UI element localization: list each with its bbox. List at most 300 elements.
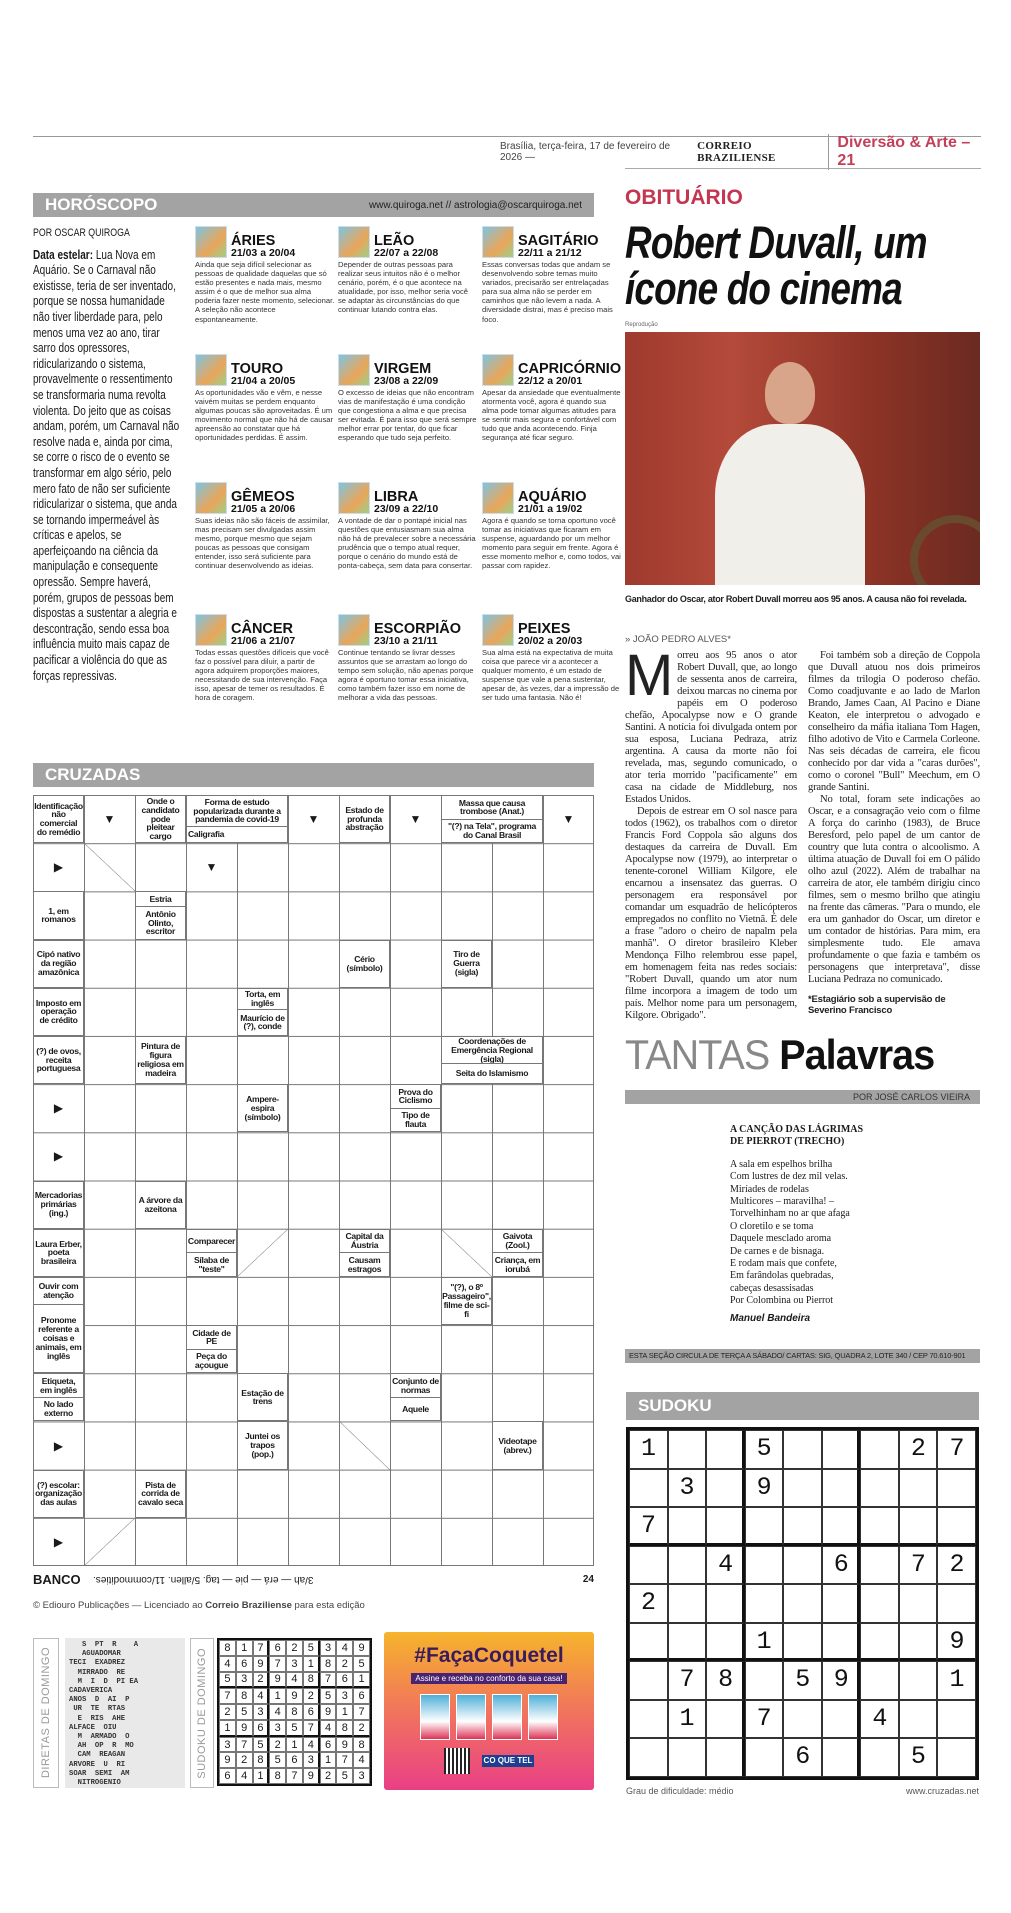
clue-cell (135, 1470, 186, 1518)
clue: Seita do Islamismo (442, 1063, 542, 1083)
clue: Cério (símbolo) (346, 953, 383, 973)
solution-cell: 4 (353, 1752, 370, 1768)
sign-name: PEIXES (518, 620, 571, 637)
solution-cell: 1 (269, 1688, 286, 1704)
solution-cell: 5 (303, 1640, 320, 1656)
clue: Cidade de PE (192, 1327, 231, 1347)
clue-cell (237, 988, 288, 1036)
solution-cell: 3 (236, 1672, 253, 1689)
sign-name: AQUÁRIO (518, 488, 587, 505)
solution-cell: 1 (303, 1656, 320, 1672)
solution-cell: 4 (286, 1672, 303, 1689)
author-note: *Estagiário sob a supervisão de Severino Francisco (808, 994, 946, 1016)
solution-cell: 7 (336, 1752, 353, 1768)
clue: Tiro de Guerra (sigla) (453, 949, 480, 978)
solution-cell: 2 (286, 1640, 303, 1656)
sudoku-row: 6 5 (641, 1742, 989, 1772)
solution-cell: 8 (303, 1672, 320, 1689)
clue-cell (33, 940, 84, 988)
clue-cell (339, 940, 390, 988)
clue: Conjunto de normas (392, 1375, 439, 1395)
clue-cell (33, 795, 84, 843)
solution-cell: 8 (236, 1688, 253, 1704)
sudoku-site: www.cruzadas.net (905, 1786, 979, 1796)
solution-cell: 3 (269, 1720, 286, 1737)
solution-cell: 9 (303, 1768, 320, 1784)
clue: (?) escolar: organização das aulas (35, 1479, 82, 1508)
arrow-right-icon: ▶ (53, 1149, 64, 1164)
solution-cell: 4 (236, 1768, 253, 1784)
poem-line: A sala em espelhos brilha (730, 1158, 833, 1170)
sudoku-solution-label-box (190, 1638, 214, 1788)
ad-title: #FaçaCoquetel (414, 1644, 564, 1667)
dateline: Brasília, terça-feira, 17 de fevereiro de 2026 — (499, 141, 671, 163)
sudoku-row: 2 (641, 1588, 989, 1618)
sign-dates: 22/11 a 21/12 (518, 246, 582, 259)
sign-dates: 22/12 a 20/01 (518, 374, 583, 387)
zodiac-illustration-icon (195, 482, 227, 514)
solution-cell: 5 (219, 1672, 236, 1689)
sign-dates: 21/03 a 20/04 (231, 246, 296, 259)
solution-cell: 2 (236, 1752, 253, 1768)
clue: Pronome referente a coisas e animais, em inglês (34, 1304, 83, 1373)
sudoku-solution-label: SUDOKU DE DOMINGO (196, 1647, 208, 1779)
solution-cell: 3 (336, 1688, 353, 1704)
solution-cell: 7 (303, 1720, 320, 1737)
solution-cell: 2 (219, 1704, 236, 1720)
clue-cell (237, 1084, 288, 1132)
sign-9 (195, 614, 335, 703)
clue: Antônio Olinto, escritor (136, 906, 185, 938)
clue-cell (135, 795, 186, 843)
solution-cell: 7 (320, 1672, 337, 1689)
solution-cell: 9 (353, 1640, 370, 1656)
crossword-bar (33, 763, 594, 787)
solution-cell: 5 (286, 1720, 303, 1737)
sign-name: GÊMEOS (231, 488, 295, 505)
sign-name: ESCORPIÃO (374, 620, 462, 637)
obituary-headline: Robert Duvall, um ícone do cinema (625, 217, 927, 314)
coquetel-ad[interactable] (384, 1632, 594, 1790)
solution-cell: 8 (353, 1737, 370, 1753)
clue-cell (186, 1325, 237, 1373)
solution-cell: 5 (253, 1737, 270, 1753)
clue: Coordenações de Emergência Regional (sigla) (451, 1035, 533, 1064)
crossword-word-bank (33, 1572, 594, 1587)
qr-code-icon (444, 1748, 470, 1774)
article-column-2 (808, 650, 980, 1016)
solution-cell: 8 (320, 1656, 337, 1672)
solution-cell: 4 (336, 1640, 353, 1656)
sign-dates: 23/09 a 22/10 (374, 502, 439, 515)
sign-name: ÁRIES (231, 232, 276, 249)
poem-line: Miríades de rodelas (730, 1183, 809, 1195)
tantas-palavras-title (625, 1030, 934, 1080)
sign-dates: 23/08 a 22/09 (374, 374, 439, 387)
solution-cell: 1 (219, 1720, 236, 1737)
solution-cell: 7 (269, 1656, 286, 1672)
clue-cell (33, 891, 84, 939)
sign-text: As oportunidades vão e vêm, e nesse vaivém muitas se perdem enquanto algumas poucas são aproveitadas. É um movimento normal que não há de causar apreensão ao constatar que há oportunidades perdidas. É assim. (195, 388, 334, 443)
solution-cell: 4 (219, 1656, 236, 1672)
sudoku-grid[interactable] (626, 1427, 989, 1780)
clue-cell (441, 1277, 492, 1325)
zodiac-illustration-icon (338, 354, 370, 386)
sign-2 (482, 226, 622, 324)
split-cell (84, 843, 135, 891)
sign-text: Sua alma está na expectativa de muita coisa que parece vir a acontecer a qualquer momento, é um estado de suspense que vale a pena sustentar, apesar de, às vezes, dar a impressão de ser tudo uma fantasia. Não é! (482, 648, 620, 703)
solution-cell: 7 (286, 1768, 303, 1784)
clue: Capital da Áustria (345, 1231, 384, 1250)
brand-name: CORREIO BRAZILIENSE (697, 140, 776, 164)
ad-subtitle: Assine e receba no conforto da sua casa! (411, 1673, 566, 1684)
clue-cell (33, 1036, 84, 1084)
clue: Forma de estudo popularizada durante a pandemia de covid-19 (193, 796, 281, 825)
poem-line: De carnes e de bisnaga. (730, 1245, 825, 1257)
poem-line: O cloretilo e se toma (730, 1220, 814, 1232)
clue: No lado externo (34, 1397, 83, 1421)
sudoku-givens (629, 1430, 989, 1777)
copyright-tail: para esta edição (291, 1600, 365, 1611)
intro-lead: Data estelar: (33, 247, 94, 262)
sign-text: A vontade de dar o pontapé inicial nas questões que entusiasmam sua alma não há de prevalecer sobre a necessária prudência que o tempo atual requer, porque o cenário do mundo está de ponta-cabeça, sem data para consertar. (338, 516, 476, 571)
sign-6 (195, 482, 335, 571)
poem-line: Multicores – maravilha! – (730, 1196, 835, 1208)
coquetel-logo: CO QUE TEL (483, 1756, 533, 1765)
photo-caption: Ganhador do Oscar, ator Robert Duvall morreu aos 95 anos. A causa não foi revelada. (625, 594, 967, 604)
clue-cell (441, 940, 492, 988)
solution-cell: 3 (320, 1640, 337, 1656)
solution-cell: 4 (253, 1688, 270, 1704)
solution-cell: 9 (320, 1704, 337, 1720)
zodiac-illustration-icon (338, 226, 370, 258)
solution-cell: 7 (353, 1704, 370, 1720)
sign-3 (195, 354, 335, 443)
solution-cell: 6 (336, 1672, 353, 1689)
sign-dates: 21/05 a 20/06 (231, 502, 296, 515)
sudoku-row: 3 9 (641, 1472, 989, 1502)
difficulty: Grau de dificuldade: médio (626, 1786, 734, 1796)
solution-cell: 4 (269, 1704, 286, 1720)
sign-text: Depender de outras pessoas para realizar seus intuitos não é o melhor cenário, porém, é o que acontece na atualidade, por isso, melhor seria você se adaptar às circunstâncias do que continuar lutando contra elas. (338, 260, 469, 315)
solution-cell: 9 (269, 1672, 286, 1689)
zodiac-illustration-icon (195, 226, 227, 258)
clue-cell (339, 795, 390, 843)
clue: Juntei os trapos (pop.) (244, 1431, 281, 1459)
solution-cell: 5 (336, 1768, 353, 1784)
section-footer: ESTA SEÇÃO CIRCULA DE TERÇA A SÁBADO/ CARTAS: SIG, QUADRA 2, LOTE 340 / CEP 70.610-901 (625, 1349, 980, 1363)
solution-cell: 8 (286, 1704, 303, 1720)
clue: Videotape (abrev.) (498, 1435, 537, 1455)
clue: "(?) na Tela", programa do Canal Brasil (442, 819, 542, 843)
clue: Cipó nativo da região amazônica (36, 949, 81, 978)
clue: Criança, em iorubá (493, 1252, 542, 1276)
solution-cell: 9 (286, 1688, 303, 1704)
poem-line: Com lustres de dez mil velas. (730, 1171, 848, 1183)
clue: Estado de profunda abstração (345, 804, 384, 833)
clue: Onde o candidato pode pleitear cargo (141, 796, 180, 842)
sign-dates: 21/04 a 20/05 (231, 374, 296, 387)
arrow-right-icon: ▶ (53, 1101, 64, 1116)
clue: Ampere-espira (símbolo) (244, 1094, 281, 1122)
clue: Caligrafia (187, 826, 287, 842)
sign-dates: 21/06 a 21/07 (231, 634, 296, 647)
clue: Torta, em inglês (244, 988, 281, 1008)
sign-11 (482, 614, 622, 703)
zodiac-illustration-icon (482, 354, 514, 386)
solution-cell: 5 (269, 1752, 286, 1768)
clue: 1, em romanos (41, 905, 76, 925)
horoscope-bar (33, 193, 594, 217)
solution-cell: 8 (269, 1768, 286, 1784)
paragraph: Depois de estrear em O sol nasce para todos (1962), os trabalhos com o diretor Francis Ford Coppola são alguns dos destaques da carreira de Duvall. Em Apocalypse now (1979), ao interpretar o tenente-coronel William Kilgore, ele encarnou a insensatez das guerras. O personagem era responsável por comandar um esquadrão de helicópteros empregados no conflito no Vietnã. É dele a frase "adoro o cheiro de napalm pela manhã". O diretor brasileiro Kleber Mendonça Filho relembrou esse papel, em homenagem feita nas redes sociais: "Robert Duvall, quando um ator num filme incorpora a imagem de todo um país. Melhor nome para um personagem, Kilgore. Obrigado". (625, 806, 797, 1021)
poem (730, 1124, 870, 1325)
sign-text: Continue tentando se livrar desses assuntos que se arrastam ao longo do tempo sem solução, não apenas porque agora é oportuno tomar essa iniciativa, como também fazer isso em nome de melhorar a vida das pessoas. (338, 648, 474, 703)
poem-line: E rodam mais que confete, (730, 1258, 837, 1270)
solution-cell: 8 (219, 1640, 236, 1656)
poem-line: Em farândolas quebradas, (730, 1270, 834, 1282)
zodiac-illustration-icon (482, 614, 514, 646)
solution-cell: 6 (236, 1656, 253, 1672)
intro-text: Lua Nova em Aquário. Se o Carnaval não existisse, teria de ser inventado, porque se nossa humanidade não tiver liberdade para, pelo menos uma vez ao ano, tirar sarro dos opressores, ridicularizando o sistema, provavelmente o ressentimento se transformaria numa revolta violenta. Do jeito que as coisas andam, porém, um Carnaval não resolve nada e, ainda por cima, se corre o risco de o evento se transformar em algo sério, pelo mero fato de não ser suficiente ridicularizar o sistema, que anda se tornando impermeável às críticas e apelos, se aperfeiçoando na ciência da manipulação e consequente opressão. Sempre haverá, porém, grupos de pessoas bem dispostas a sustentar a alegria e descontração, sendo essa boa influência muito mais capaz de pacificar a violência do que as forças repressivas. (33, 247, 180, 683)
clue-cell (390, 1084, 441, 1132)
paragraph: No total, foram sete indicações ao Oscar, e a consagração veio com o filme A força do carinho (1983), de Bruce Beresford, pelo papel de um cantor de country que luta contra o alcoolismo. A última atuação de Duvall foi em O pálido olho azul (2022). Além de trabalhar na carreira de ator, ele também dirigiu cinco filmes, sem o mesmo brilho que atingiu na frente das câmeras. "Para o mundo, ele era um ganhador do Oscar, um diretor e um contador de histórias. Para mim, era simplesmente tudo. Ele amava profundamente o que fazia e também os personagens que interpretava", disse Luciana Pedraza no comunicado. (808, 794, 980, 985)
section-title: Diversão & Arte – 21 (828, 134, 980, 170)
solution-cell: 9 (253, 1656, 270, 1672)
clue-cell (186, 1229, 237, 1277)
arrow-down-icon: ▼ (205, 860, 218, 875)
zodiac-illustration-icon (195, 354, 227, 386)
sign-text: Essas conversas todas que andam se desenvolvendo sobre temas muito variados, precisarão ser entrelaçadas para sua alma não se perder em caminhos que não levem a nada. A diversidade distrai, mas é preciso mais foco. (482, 260, 613, 324)
photo-credit: Reprodução (625, 322, 658, 328)
clue: Imposto em operação de crédito (35, 997, 82, 1026)
sign-name: CAPRICÓRNIO (518, 360, 622, 377)
byline: » JOÃO PEDRO ALVES* (625, 634, 731, 645)
solution-cell: 1 (286, 1737, 303, 1753)
dropcap: M (625, 643, 674, 708)
clue: Pista de corrida de cavalo seca (138, 1479, 183, 1508)
ad-magazines (384, 1694, 594, 1740)
solution-cell: 1 (336, 1704, 353, 1720)
split-cell (237, 1229, 288, 1277)
solution-cell: 1 (320, 1752, 337, 1768)
clue: Estria (149, 893, 172, 904)
poem-author: Manuel Bandeira (730, 1312, 811, 1324)
clue: Aquele (391, 1397, 440, 1421)
clue-cell (33, 1470, 84, 1518)
solution-cell: 6 (353, 1688, 370, 1704)
solution-cell: 9 (219, 1752, 236, 1768)
column-author: POR JOSÉ CARLOS VIEIRA (625, 1090, 980, 1104)
sudoku-row: 1 5 27 (641, 1434, 989, 1463)
solution-cell: 1 (353, 1672, 370, 1689)
clue-cell (33, 1373, 84, 1421)
clue: Peça do açougue (187, 1349, 236, 1373)
sign-name: LIBRA (374, 488, 419, 505)
arrow-right-icon: ▶ (53, 1438, 64, 1453)
solution-cell: 8 (253, 1752, 270, 1768)
arrow-right-icon: ▶ (53, 860, 64, 875)
zodiac-illustration-icon (482, 226, 514, 258)
clue: Pintura de figura religiosa em madeira (137, 1041, 184, 1078)
clue: Prova do Ciclismo (398, 1086, 433, 1106)
solution-cell: 2 (269, 1737, 286, 1753)
clue: Tipo de flauta (391, 1108, 440, 1132)
split-cell (84, 1518, 135, 1566)
split-cell (441, 1229, 492, 1277)
clue-cell (186, 795, 288, 843)
sign-name: VIRGEM (374, 360, 432, 377)
solution-cell: 3 (253, 1704, 270, 1720)
solution-cell: 2 (303, 1688, 320, 1704)
zodiac-illustration-icon (338, 482, 370, 514)
page-number: 24 (582, 1574, 594, 1585)
sudoku-solution-grid (217, 1638, 372, 1786)
crossword-grid[interactable] (33, 795, 594, 1566)
sign-text: Suas ideias não são fáceis de assimilar, mas precisam ser divulgadas assim mesmo, porque mesmo que sejam poucas as pessoas que consigam entender, isso será suficiente para continuar desenvolvendo as ideias. (195, 516, 330, 571)
clue: (?) de ovos, receita portuguesa (36, 1045, 81, 1074)
clue: Maurício de (?), conde (238, 1009, 287, 1035)
clue-cell (390, 1373, 441, 1421)
clue-cell (33, 988, 84, 1036)
zodiac-illustration-icon (338, 614, 370, 646)
sudoku-bar (626, 1392, 979, 1420)
poem-line: cabeças desassisadas (730, 1282, 814, 1294)
solution-cell: 3 (353, 1768, 370, 1784)
solution-cell: 6 (269, 1640, 286, 1656)
arrow-down-icon: ▼ (103, 812, 116, 827)
sudoku-row: 1 9 (641, 1626, 989, 1656)
sudoku-row: 78 59 1 (641, 1665, 989, 1695)
banco-text: 3/ah — erá — pie — tag. 5/allen. 11/commodities. (92, 1574, 314, 1585)
clue-cell (135, 1036, 186, 1084)
copyright-text: © Ediouro Publicações — Licenciado ao (33, 1600, 206, 1611)
solution-cell: 8 (336, 1720, 353, 1737)
sign-name: CÂNCER (231, 620, 294, 637)
solution-cell: 7 (219, 1688, 236, 1704)
horoscope-intro (33, 226, 184, 684)
clue: Ouvir com atenção (38, 1280, 79, 1300)
sign-text: Agora é quando se torna oportuno você tomar as iniciativas que ficaram em suspense, aguardando por um melhor momento para seguir em frente. Agora é esse momento melhor e, como todos, vai passar com rapidez. (482, 516, 621, 571)
horoscope-author: POR OSCAR QUIROGA (33, 227, 130, 239)
clue-cell (33, 1181, 84, 1229)
solution-cell: 1 (253, 1768, 270, 1784)
sudoku-caption (626, 1786, 979, 1796)
solution-cell: 3 (286, 1656, 303, 1672)
diretas-label-box (33, 1638, 59, 1788)
sudoku-row: 4 6 72 (641, 1549, 989, 1579)
solution-cell: 6 (303, 1704, 320, 1720)
solution-cell: 9 (336, 1737, 353, 1753)
solution-cell: 3 (303, 1752, 320, 1768)
clue: "(?), o 8º Passageiro", filme de sci-fi (442, 1282, 491, 1319)
clue: Mercadorias primárias (ing.) (34, 1190, 83, 1218)
paragraph: Foi também sob a direção de Coppola que Duvall atuou nos dois primeiros filmes da trilogia O poderoso chefão. Como coadjuvante e ao lado de Marlon Brando, James Caan, Al Pacino e Diane Keaton, ele interpretou o advogado e conselheiro da máfia italiana Tom Hagen, filho adotivo de Vito e Carmela Corleone. Nas seis décadas de carreira, ele ficou conhecido por dar vida a "caras durões", como o coronel "Bull" Meechum, em O grande Santini. (808, 650, 980, 793)
zodiac-illustration-icon (195, 614, 227, 646)
solution-cell: 2 (336, 1656, 353, 1672)
solution-cell: 4 (303, 1737, 320, 1753)
obituary-kicker: OBITUÁRIO (625, 186, 743, 209)
clue-cell (33, 1277, 84, 1373)
sign-name: LEÃO (374, 232, 415, 249)
clue: Gaivota (Zool.) (502, 1231, 533, 1250)
sign-name: SAGITÁRIO (518, 232, 599, 249)
sign-1 (338, 226, 478, 315)
sign-text: O excesso de ideias que não encontram vias de manifestação é uma condição que congestiona a alma e que precisa ser evitada. É para isso que será sempre melhor errar por tentar, do que ficar esperando que tudo seja perfeito. (338, 388, 477, 443)
solution-cell: 7 (236, 1737, 253, 1753)
clue: Comparecer (187, 1235, 236, 1246)
clue: Etiqueta, em inglês (40, 1375, 77, 1395)
solution-cell: 1 (236, 1640, 253, 1656)
copyright (33, 1600, 365, 1611)
clue-cell (441, 1036, 543, 1084)
clue-cell (492, 1421, 543, 1469)
arrow-right-icon: ▶ (53, 1534, 64, 1549)
sudoku-row: 7 (641, 1511, 989, 1541)
solution-cell: 4 (320, 1720, 337, 1737)
clue-cell (135, 891, 186, 939)
clue-cell (33, 1229, 84, 1277)
clue: Causam estragos (340, 1252, 389, 1276)
header-rule (625, 168, 981, 169)
sudoku-title: SUDOKU (638, 1396, 712, 1415)
solution-cell: 6 (253, 1720, 270, 1737)
zodiac-illustration-icon (482, 482, 514, 514)
clue: Estação de trens (241, 1387, 284, 1407)
sudoku-row: 1 7 4 (641, 1703, 989, 1733)
sign-10 (338, 614, 478, 703)
sign-5 (482, 354, 622, 443)
poem-line: Por Colombina ou Pierrot (730, 1295, 834, 1307)
paragraph: orreu aos 95 anos o ator Robert Duvall, que, ao longo de sessenta anos de carreira, deixou marcas no cinema por papéis em O poderoso chefão, Apocalypse now e O grande Santini. A notícia foi divulgada ontem por sua esposa, Luciana Pedraza, atriz argentina. A causa da morte não foi revelada, mas, segundo comunicado, o ator teria morrido "pacificamente" em casa na cidade de Middleburg, nos Estados Unidos. (625, 650, 797, 805)
solution-cell: 2 (253, 1672, 270, 1689)
split-cell (339, 1421, 390, 1469)
sign-8 (482, 482, 622, 571)
clue: Massa que causa trombose (Anat.) (458, 797, 526, 817)
sign-0 (195, 226, 335, 324)
diretas-label: DIRETAS DE DOMINGO (40, 1647, 52, 1779)
solution-cell: 6 (286, 1752, 303, 1768)
page-header (499, 134, 980, 169)
poem-line: Daquele mesclado aroma (730, 1233, 832, 1245)
title-part: TANTAS (625, 1031, 770, 1078)
clue-cell (441, 795, 543, 843)
copyright-brand: Correio Braziliense (205, 1600, 292, 1611)
clue-cell (492, 1229, 543, 1277)
diretas-solution: S PT R A AGUADOMAR TECI EXADREZ MIRRADO RE M I D PI EA CADAVERICA ANOS D AI P UR TE RTAS E RIS AHE ALFACE OIU M ARMADO O AH OP R MO CAM REAGAN ARVORE U RI SOAR SEMI AM NITROGENIO (65, 1638, 185, 1788)
robert-duvall-photo (625, 332, 980, 585)
poem-line: Torvelhinham no ar que afaga (730, 1208, 850, 1220)
sign-dates: 20/02 a 20/03 (518, 634, 583, 647)
solution-cell: 3 (219, 1737, 236, 1753)
sign-dates: 23/10 a 21/11 (374, 634, 438, 647)
solution-cell: 2 (320, 1768, 337, 1784)
clue-cell (237, 1421, 288, 1469)
clue-cell (237, 1373, 288, 1421)
arrow-down-icon: ▼ (409, 812, 422, 827)
clue-cell (339, 1229, 390, 1277)
solution-cell: 5 (353, 1656, 370, 1672)
sign-text: Apesar da ansiedade que eventualmente atormenta você, agora é quando sua alma pode tomar algumas atitudes para se sentir mais segura e confortável com tudo que anda acontecendo. Finja segurança até ficar seguro. (482, 388, 621, 443)
clue-cell (135, 1181, 186, 1229)
title-part: Palavras (779, 1031, 935, 1078)
solution-cell: 6 (320, 1737, 337, 1753)
clue: A árvore da azeitona (138, 1194, 183, 1214)
solution-cell: 9 (236, 1720, 253, 1737)
sign-dates: 22/07 a 22/08 (374, 246, 439, 259)
arrow-down-icon: ▼ (562, 812, 575, 827)
sign-text: Ainda que seja difícil selecionar as pessoas de qualidade daquelas que só estão presentes e nada mais, mesmo assim é o que de melhor sua alma poderia fazer neste momento, selecionar. A seleção não acontece espontaneamente. (195, 260, 335, 324)
